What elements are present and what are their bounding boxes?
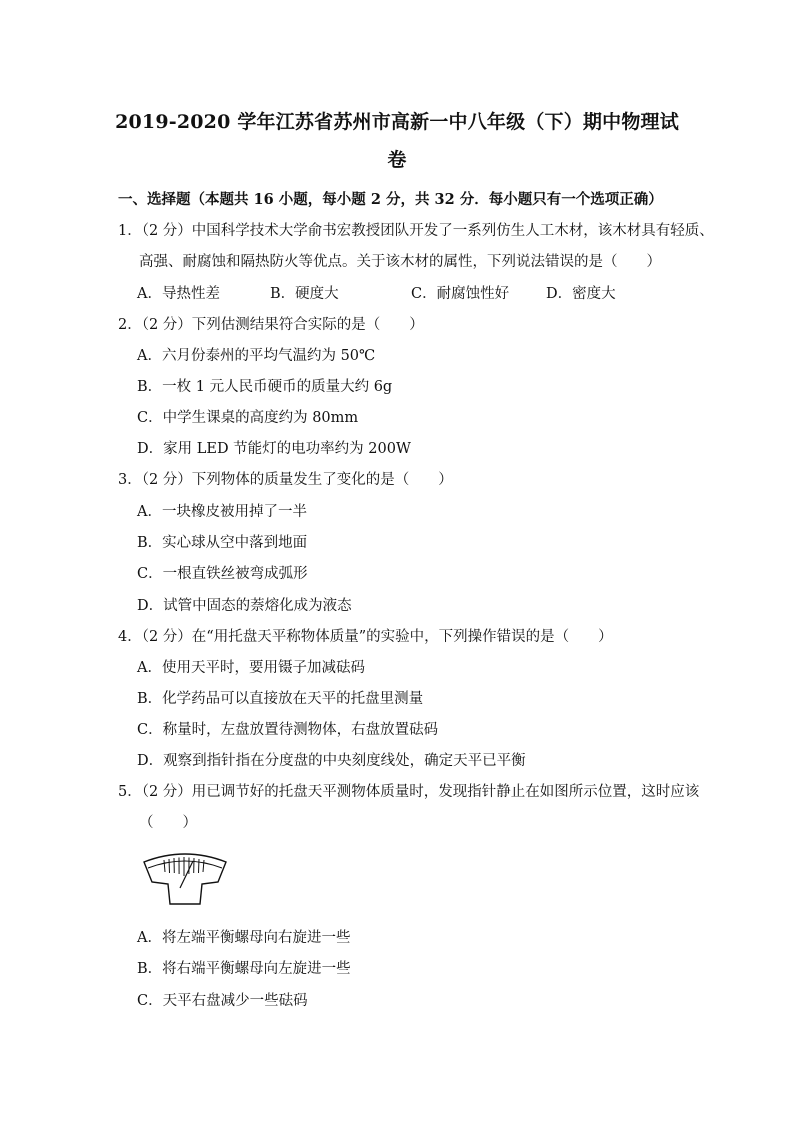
question-1-option-b[interactable]: B．硬度大 — [270, 286, 339, 302]
question-5-option-a[interactable]: A．将左端平衡螺母向右旋进一些 — [137, 930, 351, 946]
question-4-option-b[interactable]: B．化学药品可以直接放在天平的托盘里测量 — [137, 691, 424, 707]
question-1-option-d[interactable]: D．密度大 — [546, 286, 616, 302]
question-1-stem-line-2: 高强、耐腐蚀和隔热防火等优点。关于该木材的属性，下列说法错误的是（ ） — [139, 254, 661, 270]
question-2-option-a[interactable]: A．六月份泰州的平均气温约为 50℃ — [137, 348, 376, 364]
question-5-stem-line-2: （ ） — [139, 815, 197, 831]
question-3-option-b[interactable]: B．实心球从空中落到地面 — [137, 535, 308, 551]
question-4-stem: 4．（2 分）在“用托盘天平称物体质量”的实验中，下列操作错误的是（ ） — [118, 629, 613, 645]
question-3-option-c[interactable]: C．一根直铁丝被弯成弧形 — [137, 566, 308, 582]
question-1-option-a[interactable]: A．导热性差 — [137, 286, 220, 302]
question-1-options — [137, 282, 657, 302]
question-1-stem-line-1: 1．（2 分）中国科学技术大学俞书宏教授团队开发了一系列仿生人工木材，该木材具有轻质、 — [118, 223, 714, 239]
question-2-stem: 2．（2 分）下列估测结果符合实际的是（ ） — [118, 317, 424, 333]
question-2-option-c[interactable]: C．中学生课桌的高度约为 80mm — [137, 410, 359, 426]
question-3-option-a[interactable]: A．一块橡皮被用掉了一半 — [137, 504, 307, 520]
question-3-stem: 3．（2 分）下列物体的质量发生了变化的是（ ） — [118, 472, 453, 488]
question-1-option-c[interactable]: C．耐腐蚀性好 — [411, 286, 510, 302]
question-4-option-c[interactable]: C．称量时，左盘放置待测物体，右盘放置砝码 — [137, 722, 439, 738]
question-2-option-d[interactable]: D．家用 LED 节能灯的电功率约为 200W — [137, 441, 411, 457]
question-4-option-d[interactable]: D．观察到指针指在分度盘的中央刻度线处，确定天平已平衡 — [137, 753, 526, 769]
document-title-line-1: 2019-2020 学年江苏省苏州市高新一中八年级（下）期中物理试 — [115, 111, 679, 133]
question-5-option-b[interactable]: B．将右端平衡螺母向左旋进一些 — [137, 961, 351, 977]
question-5-option-c[interactable]: C．天平右盘减少一些砝码 — [137, 993, 308, 1009]
question-4-option-a[interactable]: A．使用天平时，要用镊子加减砝码 — [137, 660, 365, 676]
document-title-line-2: 卷 — [387, 149, 407, 171]
balance-pointer-scale-figure — [140, 848, 230, 908]
section-heading: 一、选择题（本题共 16 小题，每小题 2 分，共 32 分．每小题只有一个选项正确） — [118, 191, 663, 208]
question-5-stem-line-1: 5．（2 分）用已调节好的托盘天平测物体质量时，发现指针静止在如图所示位置，这时应该 — [118, 784, 700, 800]
question-2-option-b[interactable]: B．一枚 1 元人民币硬币的质量大约 6g — [137, 379, 393, 395]
question-3-option-d[interactable]: D．试管中固态的萘熔化成为液态 — [137, 598, 352, 614]
